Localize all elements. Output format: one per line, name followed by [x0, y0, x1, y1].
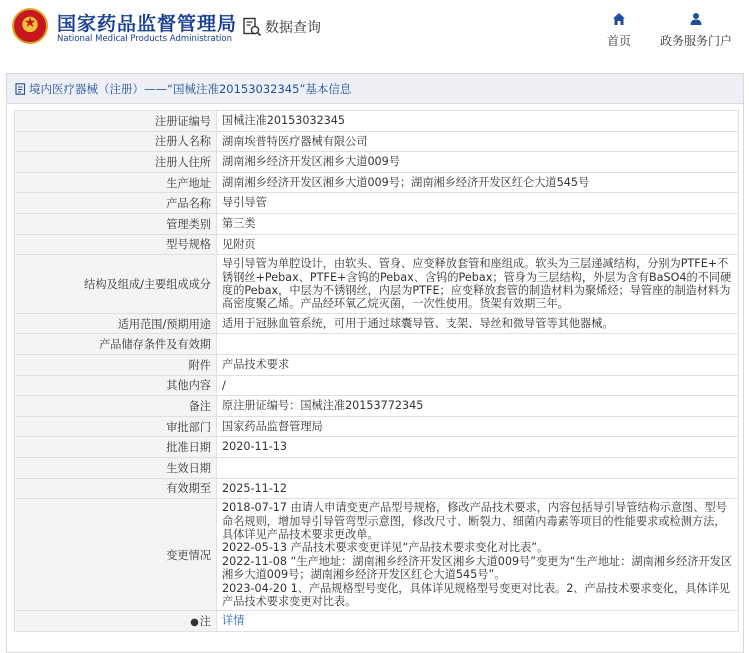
data-query-link[interactable]: [242, 16, 321, 38]
field-label: 其他内容: [15, 375, 217, 396]
panel-title-text: 境内医疗器械（注册）——“国械注准20153032345”基本信息: [29, 81, 352, 96]
document-icon: [15, 83, 26, 95]
change-entry: 2022-05-13 产品技术要求变更详见“产品技术要求变化对比表”。: [222, 541, 549, 555]
field-value: 湖南湘乡经济开发区湘乡大道009号: [217, 152, 739, 173]
site-header: [0, 0, 749, 62]
user-icon: [689, 12, 703, 26]
field-value: /: [217, 375, 739, 396]
field-value: 国械注准20153032345: [217, 111, 739, 132]
detail-panel: [6, 73, 744, 653]
site-title-en[interactable]: National Medical Products Administration: [57, 34, 232, 44]
table-row: [15, 213, 739, 234]
nav-gov-portal[interactable]: [656, 12, 736, 49]
field-label: 型号规格: [15, 234, 217, 255]
table-row-changes: [15, 499, 739, 611]
panel-title: [7, 74, 743, 104]
table-row: [15, 478, 739, 499]
field-value: 见附页: [217, 234, 739, 255]
field-label: 适用范围/预期用途: [15, 313, 217, 334]
field-value: 2020-11-13: [217, 437, 739, 458]
table-row: [15, 111, 739, 132]
field-value: 导引导管: [217, 193, 739, 214]
field-label: 附件: [15, 354, 217, 375]
field-label: 生效日期: [15, 457, 217, 478]
field-label: 管理类别: [15, 213, 217, 234]
field-label: 生产地址: [15, 172, 217, 193]
field-label: 结构及组成/主要组成成分: [15, 255, 217, 314]
table-row: [15, 416, 739, 437]
field-label: 备注: [15, 396, 217, 417]
field-value: 国家药品监督管理局: [217, 416, 739, 437]
nav-gov-label: 政务服务门户: [659, 34, 732, 48]
lightbulb-icon: ●: [190, 617, 199, 629]
field-label: 注册人住所: [15, 152, 217, 173]
table-row: [15, 193, 739, 214]
field-value: 2025-11-12: [217, 478, 739, 499]
table-row: [15, 234, 739, 255]
data-query-label: 数据查询: [265, 20, 321, 36]
data-query-icon: [242, 17, 262, 37]
field-label: 变更情况: [15, 499, 217, 611]
nav-home-label: 首页: [606, 34, 631, 48]
nav-home[interactable]: [602, 12, 636, 49]
field-label: [15, 611, 217, 632]
field-value: [217, 457, 739, 478]
change-entry: 2022-11-08 “生产地址：湖南湘乡经济开发区湘乡大道009号”变更为“生产地址：湖南湘乡经济开发区湘乡大道009号；湖南湘乡经济开发区红仑大道545号”。: [222, 554, 733, 582]
table-row: [15, 396, 739, 417]
table-row: [15, 152, 739, 173]
field-label: 审批部门: [15, 416, 217, 437]
field-label: 注册证编号: [15, 111, 217, 132]
table-row: [15, 437, 739, 458]
field-value: [217, 611, 739, 632]
field-value: 产品技术要求: [217, 354, 739, 375]
table-row: [15, 172, 739, 193]
change-entry: 2018-07-17 由请人申请变更产品型号规格，修改产品技术要求，内容包括导引导管结构示意图、型号命名规则，增加导引导管弯型示意图，修改尺寸、断裂力、细菌内毒素等项目的性能要求或检测方法，具体详见产品技术要求更改单。: [222, 501, 727, 541]
field-value: 湖南埃普特医疗器械有限公司: [217, 131, 739, 152]
field-value: 导引导管为单腔设计，由软头、管身、应变释放套管和座组成。软头为三层递减结构，分别为PTFE+不锈钢丝+Pebax、PTFE+含钨的Pebax、含钨的Pebax；管身为三层结构，外层为含有BaSO4的不同硬度的Pebax，中层为不锈钢丝，内层为PTFE；应变释放套管的制造材料为聚烯烃；导管座的制造材料为高密度聚乙烯。产品经环氧乙烷灭菌，一次性使用。货架有效期三年。: [217, 255, 739, 314]
table-row: [15, 354, 739, 375]
note-label: 注: [199, 615, 211, 629]
change-entry: 2023-04-20 1、产品规格型号变化，具体详见规格型号变更对比表。2、产品技术要求变化，具体详见产品技术要求变更对比表。: [222, 581, 730, 608]
table-row: [15, 255, 739, 314]
table-row: [15, 334, 739, 355]
table-row: [15, 131, 739, 152]
field-label: 有效期至: [15, 478, 217, 499]
home-icon: [612, 12, 626, 26]
table-row: [15, 457, 739, 478]
table-row: [15, 313, 739, 334]
field-value: 第三类: [217, 213, 739, 234]
field-label: 产品名称: [15, 193, 217, 214]
field-label: 注册人名称: [15, 131, 217, 152]
field-label: 产品储存条件及有效期: [15, 334, 217, 355]
field-label: 批准日期: [15, 437, 217, 458]
details-link[interactable]: 详情: [222, 614, 245, 628]
field-value: 原注册证编号：国械注准20153772345: [217, 396, 739, 417]
table-row-note: [15, 611, 739, 632]
field-value: 适用于冠脉血管系统，可用于通过球囊导管、支架、导丝和微导管等其他器械。: [217, 313, 739, 334]
registration-info-table: [14, 110, 739, 632]
field-value: [217, 334, 739, 355]
change-history: [217, 499, 739, 611]
field-value: 湖南湘乡经济开发区湘乡大道009号；湖南湘乡经济开发区红仑大道545号: [217, 172, 739, 193]
table-row: [15, 375, 739, 396]
site-title-cn[interactable]: 国家药品监督管理局: [57, 13, 238, 35]
national-emblem-logo[interactable]: ★: [12, 8, 48, 44]
